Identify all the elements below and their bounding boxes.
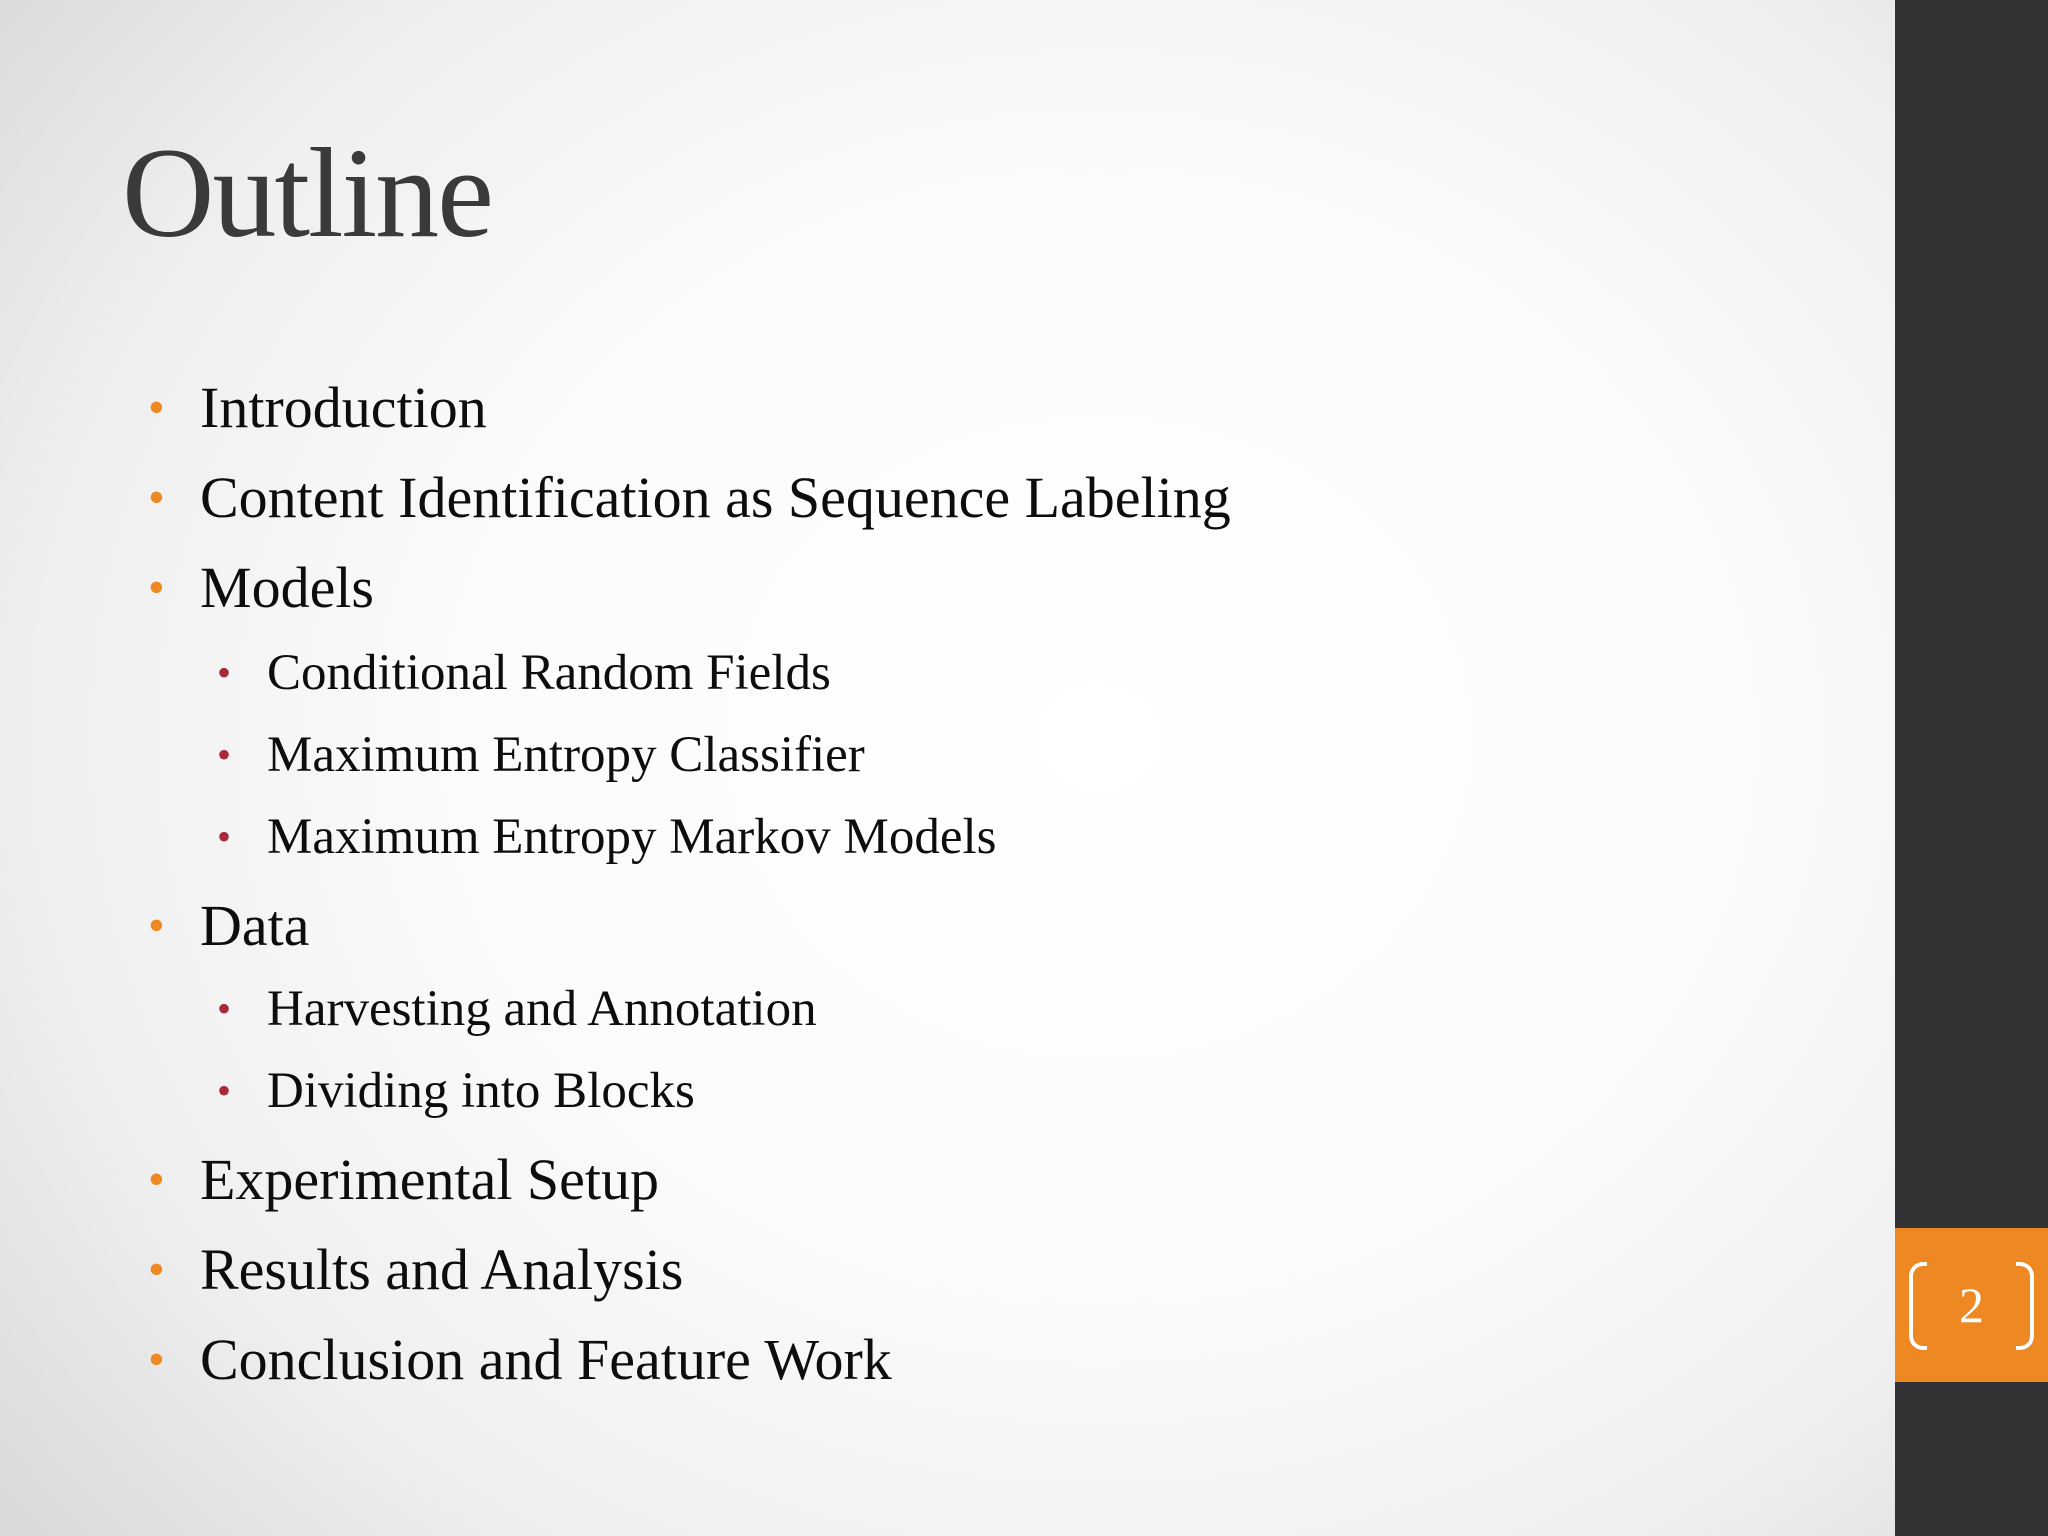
bullet-icon: •: [217, 1068, 232, 1113]
bullet-icon: •: [148, 1333, 165, 1386]
outline-subitem: [217, 725, 865, 785]
outline-item: [148, 1327, 892, 1393]
outline-item-text: Results and Analysis: [200, 1237, 684, 1302]
bullet-icon: •: [148, 1243, 165, 1296]
bullet-icon: •: [148, 561, 165, 614]
outline-subitem: [217, 807, 997, 867]
outline-item-text: Introduction: [200, 375, 487, 440]
outline-item: [148, 893, 310, 959]
outline-item: [148, 1237, 684, 1303]
outline-item-text: Conclusion and Feature Work: [200, 1327, 892, 1392]
outline-item: [148, 465, 1231, 531]
outline-subitem: [217, 979, 817, 1039]
outline-item: [148, 555, 374, 621]
outline-subitem-text: Dividing into Blocks: [267, 1063, 695, 1119]
bullet-icon: •: [148, 381, 165, 434]
bullet-icon: •: [148, 899, 165, 952]
outline-subitem: [217, 1061, 695, 1121]
bullet-icon: •: [217, 986, 232, 1031]
outline-subitem-text: Conditional Random Fields: [267, 645, 831, 701]
outline-subitem: [217, 643, 831, 703]
right-bracket-icon: [2016, 1262, 2034, 1350]
bullet-icon: •: [217, 732, 232, 777]
outline-item-text: Data: [200, 893, 310, 958]
bullet-icon: •: [217, 814, 232, 859]
bullet-icon: •: [148, 471, 165, 524]
outline-subitem-text: Maximum Entropy Classifier: [267, 727, 865, 783]
outline-subitem-text: Maximum Entropy Markov Models: [267, 809, 997, 865]
page-number-box: [1895, 1228, 2048, 1382]
slide-title: Outline: [122, 122, 492, 264]
outline-item: [148, 1147, 660, 1213]
outline-subitem-text: Harvesting and Annotation: [267, 981, 817, 1037]
outline-item-text: Experimental Setup: [200, 1147, 660, 1212]
bullet-icon: •: [217, 650, 232, 695]
outline-item: [148, 375, 487, 441]
bullet-icon: •: [148, 1153, 165, 1206]
outline-item-text: Models: [200, 555, 374, 620]
outline-item-text: Content Identification as Sequence Labeling: [200, 465, 1231, 530]
page-number: 2: [1959, 1277, 1984, 1333]
